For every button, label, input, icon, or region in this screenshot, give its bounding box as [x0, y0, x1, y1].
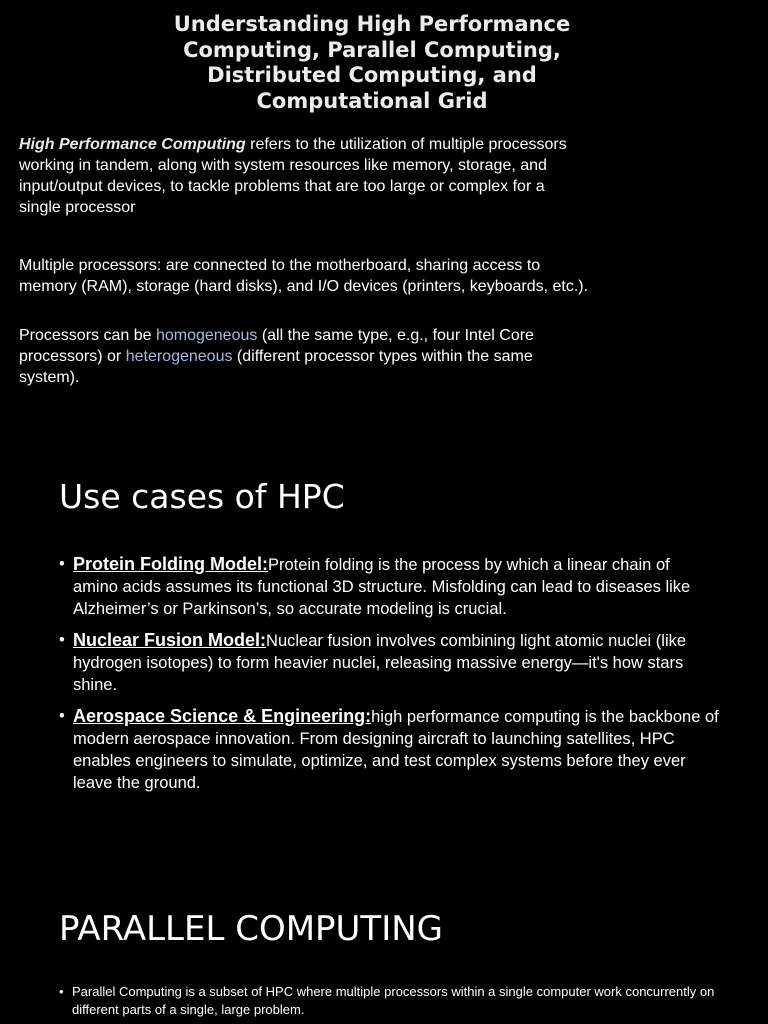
processor-types-text-b: (all the same type, e.g., four Intel Core processors) or	[19, 327, 534, 365]
processor-types-text-a: Processors can be	[19, 327, 156, 344]
list-item-parallel-definition	[59, 983, 719, 1019]
bullet-icon: •	[59, 984, 64, 999]
homogeneous-term: homogeneous	[155, 327, 258, 344]
list-item-text: Protein folding is the process by which a linear chain of amino acids assumes its functional 3D structure. Misfolding can lead to diseases like Alzheimer’s or Parkinson’s, so accurate modeling is crucial.	[73, 556, 691, 618]
list-item-protein-folding	[59, 553, 719, 620]
list-item-nuclear-fusion	[59, 629, 719, 696]
hpc-definition-paragraph	[19, 134, 589, 218]
list-item-text: Nuclear fusion involves combining light atomic nuclei (like hydrogen isotopes) to form heavier nuclei, releasing massive energy—it's how stars shine.	[73, 632, 687, 694]
list-item-text: high performance computing is the backbone of modern aerospace innovation. From designing aircraft to launching satellites, HPC enables engineers to simulate, optimize, and test complex systems before they ever leave the ground.	[73, 708, 719, 792]
use-cases-heading: Use cases of HPC	[59, 477, 345, 516]
parallel-computing-heading: PARALLEL COMPUTING	[59, 909, 444, 949]
hpc-definition-text: refers to the utilization of multiple processors working in tandem, along with system resources like memory, storage, and input/output devices, to tackle problems that are too large or complex for a single processor	[19, 136, 567, 216]
multiple-processors-paragraph: Multiple processors: are connected to the motherboard, sharing access to memory (RAM), storage (hard disks), and I/O devices (printers, keyboards, etc.).	[19, 257, 589, 295]
bullet-icon: •	[59, 631, 65, 649]
heterogeneous-term: heterogeneous	[125, 348, 233, 365]
processor-types-paragraph	[19, 325, 589, 388]
list-item-aerospace	[59, 705, 719, 794]
parallel-computing-list	[59, 983, 719, 1019]
list-item-lead: Protein Folding Model:	[73, 554, 268, 574]
processor-types-text-c: (different processor types within the same system).	[19, 348, 533, 386]
use-cases-list	[59, 553, 719, 803]
bullet-icon: •	[59, 555, 65, 573]
list-item-lead: Aerospace Science & Engineering:	[73, 706, 372, 726]
list-item-lead: Nuclear Fusion Model:	[73, 630, 267, 650]
bullet-icon: •	[59, 707, 65, 725]
hpc-term: High Performance Computing	[19, 136, 246, 153]
page-title: Understanding High Performance Computing, Parallel Computing, Distributed Computing, and Computational Grid	[173, 12, 571, 113]
list-item-text: Parallel Computing is a subset of HPC where multiple processors within a single computer work concurrently on different parts of a single, large problem.	[72, 984, 715, 1017]
